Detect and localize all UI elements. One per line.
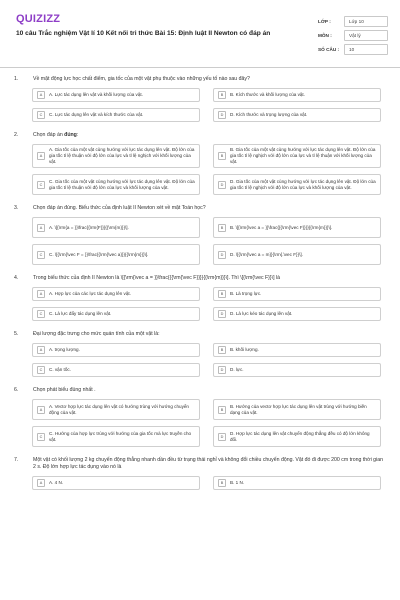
question-number: 3. <box>14 205 19 211</box>
option-text: C. Gia tốc của một vật cùng hướng với lực tác dụng lên vật. Độ lớn của gia tốc tỉ lệ thuận với độ lớn của lực và khối lượng của vật. <box>49 178 195 190</box>
option-text: D. Hợp lực tác dụng lên vật chuyển động thẳng đều có độ lớn không đổi. <box>230 430 370 442</box>
question-list <box>0 76 400 500</box>
quizizz-logo[interactable]: QUIZIZZ <box>16 13 61 25</box>
option-a[interactable] <box>32 88 200 102</box>
option-d[interactable] <box>213 363 381 377</box>
question-number: 6. <box>14 387 19 393</box>
option-letter: A <box>37 91 45 99</box>
question-3 <box>0 205 400 265</box>
worksheet-header <box>0 0 400 60</box>
meta-label-class: LỚP : <box>318 18 331 24</box>
meta-value-subject: Vật lý <box>344 30 388 41</box>
question-4 <box>0 275 400 321</box>
option-text: A. 4 N. <box>49 480 64 485</box>
question-5 <box>0 331 400 377</box>
question-text: Đại lượng đặc trưng cho mức quán tính của một vật là: <box>33 331 160 337</box>
question-number: 1. <box>14 76 19 82</box>
option-grid <box>0 399 400 447</box>
question-2-head <box>0 132 400 139</box>
option-b[interactable] <box>213 88 381 102</box>
question-6 <box>0 387 400 447</box>
option-letter: C <box>37 251 45 259</box>
option-c[interactable] <box>32 174 200 195</box>
option-b[interactable] <box>213 343 381 357</box>
question-text: Một vật có khối lượng 2 kg chuyển động thẳng nhanh dần đều từ trạng thái nghỉ và không đổi chiều chuyển động. Vật đó đi được 200 cm trong thời gian 2 s. Độ lớn hợp lực tác dụng vào nó là <box>33 457 383 470</box>
option-text: B. Gia tốc của một vật cùng hướng với lực tác dụng lên vật. Độ lớn của gia tốc tỉ lệ nghịch với độ lớn của lực và tỉ lệ thuận với khối lượng của vật. <box>230 147 376 164</box>
option-text: A. trọng lượng. <box>49 347 80 352</box>
option-text: C. Lực tác dụng lên vật và kích thước của vật. <box>49 112 144 117</box>
meta-label-subject: MÔN : <box>318 32 332 38</box>
option-text: A. Lực tác dụng lên vật và khối lượng của vật. <box>49 92 143 97</box>
option-d[interactable] <box>213 307 381 321</box>
option-letter: A <box>37 290 45 298</box>
question-3-head <box>0 205 400 212</box>
worksheet-title: 10 câu Trắc nghiệm Vật lí 10 Kết nối tri thức Bài 15: Định luật II Newton có đáp án <box>16 30 271 37</box>
option-d[interactable] <box>213 244 381 265</box>
option-grid <box>0 88 400 122</box>
option-letter: D <box>218 251 226 259</box>
option-d[interactable] <box>213 426 381 447</box>
option-text: A. Gia tốc của một vật cùng hướng với lực tác dụng lên vật. Độ lớn của gia tốc tỉ lệ thuận với độ lớn của lực và tỉ lệ nghịch với khối lượng của vật. <box>49 147 195 164</box>
option-grid <box>0 343 400 377</box>
option-b[interactable] <box>213 144 381 168</box>
option-c[interactable] <box>32 426 200 447</box>
meta-value-count: 10 <box>344 44 388 55</box>
question-text: Chọn phát biểu đúng nhất . <box>33 387 96 393</box>
option-letter: D <box>218 433 226 441</box>
option-grid <box>0 476 400 490</box>
option-a[interactable] <box>32 399 200 420</box>
option-letter: D <box>218 366 226 374</box>
option-text: C. Là lực đẩy tác dụng lên vật. <box>49 311 112 316</box>
question-text-bold: đúng <box>64 132 77 138</box>
option-text: C. \[{\rm{\vec F = }}\frac{{\rm{\vec a}}}{{\rm{m}}}\]. <box>49 251 149 257</box>
question-number: 2. <box>14 132 19 138</box>
question-text: Về mặt động lực học chất điểm, gia tốc của một vật phụ thuộc vào những yếu tố nào sau đây? <box>33 76 250 82</box>
question-7 <box>0 457 400 490</box>
option-letter: C <box>37 111 45 119</box>
option-letter: A <box>37 406 45 414</box>
option-b[interactable] <box>213 217 381 238</box>
question-number: 4. <box>14 275 19 281</box>
option-text: B. 1 N. <box>230 480 245 485</box>
option-text: D. Gia tốc của một vật cùng hướng với lực tác dụng lên vật. Độ lớn của gia tốc tỉ lệ nghịch với độ lớn của lực và khối lượng của vật. <box>230 178 376 190</box>
option-letter: C <box>37 366 45 374</box>
option-a[interactable] <box>32 287 200 301</box>
option-letter: A <box>37 224 45 232</box>
option-a[interactable] <box>32 144 200 168</box>
option-a[interactable] <box>32 217 200 238</box>
option-text: B. Hướng của vectơ hợp lực tác dụng lên vật trùng với hướng biến dạng của vật. <box>230 403 367 415</box>
option-letter: B <box>218 479 226 487</box>
question-6-head <box>0 387 400 394</box>
option-grid <box>0 217 400 265</box>
option-letter: B <box>218 91 226 99</box>
option-text: B. Là trọng lực. <box>230 291 262 296</box>
option-d[interactable] <box>213 174 381 195</box>
option-text: B. khối lượng. <box>230 347 259 352</box>
question-1-head <box>0 76 400 83</box>
option-letter: B <box>218 346 226 354</box>
option-letter: B <box>218 290 226 298</box>
option-b[interactable] <box>213 287 381 301</box>
question-2 <box>0 132 400 195</box>
meta-row-class <box>318 14 388 28</box>
option-letter: D <box>218 111 226 119</box>
question-text <box>33 132 386 139</box>
option-c[interactable] <box>32 363 200 377</box>
option-text: B. \[{\rm{\vec a = }}\frac{{{\rm{\vec F}}}}{{\rm{m}}}\]. <box>230 224 333 230</box>
option-c[interactable] <box>32 108 200 122</box>
option-letter: D <box>218 181 226 189</box>
option-letter: D <box>218 310 226 318</box>
question-text-prefix: Chọn đáp án <box>33 132 65 138</box>
question-number: 7. <box>14 457 19 463</box>
option-text: A. Hợp lực của các lực tác dụng lên vật. <box>49 291 131 296</box>
option-d[interactable] <box>213 108 381 122</box>
option-text: C. vận tốc. <box>49 367 71 372</box>
option-b[interactable] <box>213 399 381 420</box>
meta-row-count <box>318 42 388 56</box>
option-c[interactable] <box>32 244 200 265</box>
option-text: D. Kích thước và trọng lượng của vật. <box>230 112 308 117</box>
option-a[interactable] <box>32 343 200 357</box>
question-number: 5. <box>14 331 19 337</box>
header-divider <box>0 67 400 68</box>
meta-row-subject <box>318 28 388 42</box>
option-letter: B <box>218 406 226 414</box>
option-letter: A <box>37 479 45 487</box>
meta-value-class: Lớp 10 <box>344 16 388 27</box>
meta-panel <box>318 14 388 56</box>
question-text: Trong biểu thức của định II Newton là \[{\rm{\vec a = }}\frac{{{\rm{\vec F}}}}{{\rm{m}}}\]. Thì \[{\rm{\vec F}}\] là <box>33 275 280 281</box>
question-1 <box>0 76 400 122</box>
question-4-head <box>0 275 400 282</box>
option-letter: B <box>218 152 226 160</box>
option-text: D. lực. <box>230 367 244 372</box>
option-text: A. Vectơ hợp lực tác dụng lên vật có hướng trùng với hướng chuyển động của vật. <box>49 403 189 415</box>
question-text: Chọn đáp án đúng. Biểu thức của định luật II Newton xét về mặt Toán học? <box>33 205 206 211</box>
meta-label-count: SỐ CÂU : <box>318 46 340 52</box>
option-letter: C <box>37 433 45 441</box>
option-letter: A <box>37 346 45 354</box>
option-text: B. Kích thước và khối lượng của vật. <box>230 92 305 97</box>
question-5-head <box>0 331 400 338</box>
question-text-suffix: : <box>76 132 79 138</box>
option-letter: A <box>37 152 45 160</box>
option-text: C. Hướng của hợp lực trùng với hướng của gia tốc mà lực truyền cho vật. <box>49 430 192 442</box>
option-letter: B <box>218 224 226 232</box>
option-text: D. \[{\rm{\vec a = m}}{\rm{.\vec F}}\]. <box>230 251 303 257</box>
question-7-head <box>0 457 400 471</box>
option-text: D. Là lực kéo tác dụng lên vật. <box>230 311 293 316</box>
option-letter: C <box>37 181 45 189</box>
option-grid <box>0 144 400 195</box>
option-b[interactable] <box>213 476 381 490</box>
option-text: A. \[{\rm{a = }}\frac{{\rm{F}}}{{\rm{m}}}\]. <box>49 224 129 230</box>
option-letter: C <box>37 310 45 318</box>
option-c[interactable] <box>32 307 200 321</box>
option-grid <box>0 287 400 321</box>
option-a[interactable] <box>32 476 200 490</box>
